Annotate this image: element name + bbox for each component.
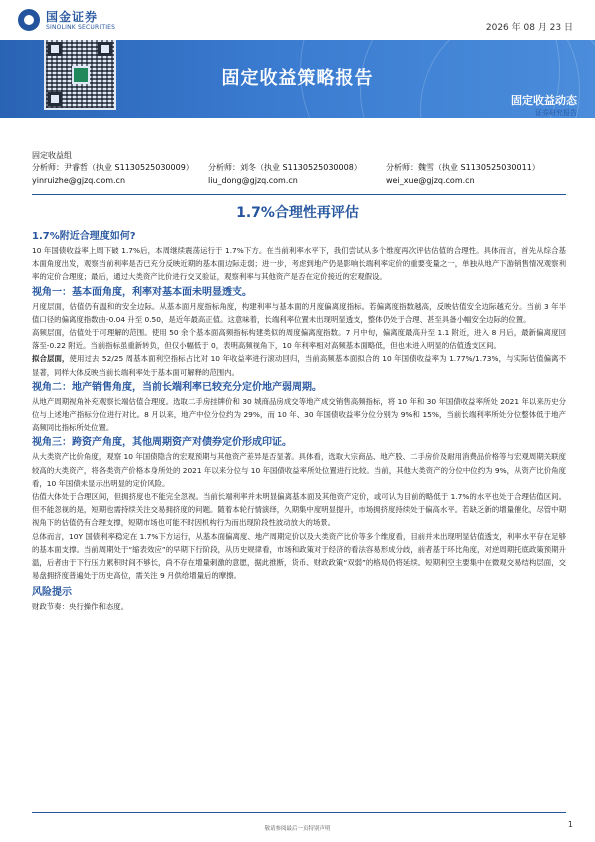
analyst-3: [386, 162, 540, 185]
document-title: 1.7%合理性再评估: [236, 205, 359, 221]
paragraph: 10 年国债收益率上周下破 1.7%后，本周继续震荡运行于 1.7%下方。在当前利率水平下，我们尝试从多个维度再次评估估值的合理性。具体而言，首先从综合基本面角度出发，观察当前利率是否已充分反映近期的基本面边际走弱；进一步，考虑到地产仍是影响长端利率定价的重要变量之一，单独从地产下游销售情况观察利率的定价合理度；最后，通过大类资产比价进行交叉验证，观察利率与其他资产是否在定价接近的宏观假设。: [32, 246, 566, 282]
research-tag: 证券研究报告: [535, 109, 577, 117]
header-divider: [32, 194, 566, 195]
analyst-label: 分析师：尹睿哲（执业 S1130525030009）: [32, 163, 194, 172]
analyst-1: [32, 162, 194, 185]
report-date: 2026 年 08 月 23 日: [485, 23, 573, 33]
paragraph: 财政节奏：央行操作和态度。: [32, 602, 129, 612]
qr-finder: [48, 42, 62, 56]
analyst-label: 分析师：刘冬（执业 S1130525030008）: [208, 163, 362, 172]
qr-finder: [98, 42, 112, 56]
report-body: [32, 226, 566, 614]
report-title: 固定收益策略报告: [221, 68, 374, 89]
sinolink-logo-icon: [18, 9, 40, 31]
paragraph: 从地产周期视角补充观察长端估值合理度。选取二手房挂牌价和 30 城商品房成交等地产成交销售高频指标，将 10 年和 30 年国债收益率所处 2021 年以来历史分位与上述地产指标分位进行对比。8 月以来，地产中位分位约为 29%，而 10 年、30 年国债收益率分位分别为 9%和 15%，当前长端利率所处分位整体低于地产高频同比指标所处位置。: [32, 396, 566, 433]
analyst-label: 分析师：魏雪（执业 S1130525030011）: [386, 163, 540, 172]
logo-english-name: SINOLINK SECURITIES: [46, 24, 116, 31]
report-category: 固定收益动态: [511, 94, 577, 107]
subsection-heading: 视角三：跨资产角度，其他周期资产对债券定价形成印证。: [32, 437, 292, 449]
paragraph: 总体而言，10Y 国债利率稳定在 1.7%下方运行，从基本面偏离度、地产周期定价以及大类资产比价等多个维度看，目前并未出现明显估值透支，利率水平存在足够的基本面支撑。当前周期处于“缩表效应”的早期下行阶段，从历史规律看，市场和政策对于经济的看法容易形成分歧，前者基于环比角度，对逆周期托底政策预期升温，后者由于下行压力累积时间不够长，尚不存在增量刺激的意愿，据此推断，货币、财政政策“双弱”的格局仍将延续。短期利空主要集中在微观交易结构层面，交易盘拥挤度普遍处于历史高位，需关注 9 月供给增量后的摩擦。: [32, 531, 566, 581]
logo-name: 国金证券: [46, 10, 99, 24]
paragraph: [32, 352, 566, 378]
analyst-email[interactable]: wei_xue@gjzq.com.cn: [386, 176, 475, 185]
section-heading: 风险提示: [32, 587, 72, 599]
paragraph-lead: 拟合层面，: [32, 354, 70, 364]
subsection-heading: 视角二：地产销售角度，当前长端利率已较充分定价地产弱周期。: [32, 381, 322, 393]
qr-finder: [48, 92, 62, 106]
paragraph: 高频层面，估值处于可理解的范围。使用 50 余个基本面高频指标构建类似的周度偏离度指数。7 月中旬，偏离度最高升至 1.1 附近，进入 8 月后，最新偏离度回落至-0.22 附近。当前指标虽重新转负，但仅小幅低于 0，表明高频视角下，10 年利率相对高频基本面略低，但也未进入明显的估值透支区间。: [32, 328, 566, 351]
paragraph: 从大类资产比价角度，观察 10 年国债隐含的宏观预期与其他资产差异是否显著。具体看，选取大宗商品、地产股、二手房价及耐用消费品价格等与宏观周期关联度较高的大类资产，将各类资产价格本身所处的 2021 年以来分位与 10 年国债收益率所处位置进行比较。当前，其他大类资产的分位中位约为 9%，从资产比价角度看，10 年国债未显示出明显的定价风险。: [32, 452, 566, 488]
footer-disclaimer: 敬请参阅最后一页特别声明: [264, 826, 331, 832]
subsection-heading: 视角一：基本面角度，利率对基本面未明显透支。: [32, 286, 252, 298]
team-group: 固定收益组: [32, 151, 72, 160]
paragraph: 月度层面，估值仍有温和的安全边际。从基本面月度指标角度，构建利率与基本面的月度偏离度指标。若偏离度指数越高，反映估值安全边际越充分。当前 3 年半值口径的偏离度指数由-0.04 升至 0.50，是近年最高正值。这意味着，长端利率位置未出现明显透支，整体仍处于合理、甚至具备小幅安全边际的位置。: [32, 301, 566, 324]
page-number: 1: [567, 820, 573, 829]
footer-divider: [32, 812, 566, 813]
section-heading: 1.7%附近合理度如何?: [32, 231, 136, 242]
paragraph: 估值大体处于合理区间，但拥挤度也不能完全忽视。当前长端利率并未明显偏离基本面及其他资产定价，或可认为目前的略低于 1.7%的水平也处于合理估值区间。但不能忽视的是，短期也需持续关注交易拥挤度的问题。随着本轮行情演绎，久期集中度明显提升，市场拥挤度持续处于偏高水平。若缺乏新的增量催化，尽管中期视角下的估值仍有合理支撑，短期市场也可能不时因机构行为而出现阶段性波动放大的场景。: [32, 492, 566, 528]
paragraph-text: 使用过去 52/25 周基本面利空指标占比对 10 年收益率进行滚动回归，当前高频基本面拟合的 10 年国债收益率为 1.77%/1.73%，与实际估值偏离不显著，同样大体反映当前长端利率处于基本面可解释的范围内。: [32, 354, 566, 377]
analyst-email[interactable]: liu_dong@gjzq.com.cn: [208, 176, 298, 185]
analyst-2: [208, 162, 362, 185]
analyst-email[interactable]: yinruizhe@gjzq.com.cn: [32, 176, 126, 185]
